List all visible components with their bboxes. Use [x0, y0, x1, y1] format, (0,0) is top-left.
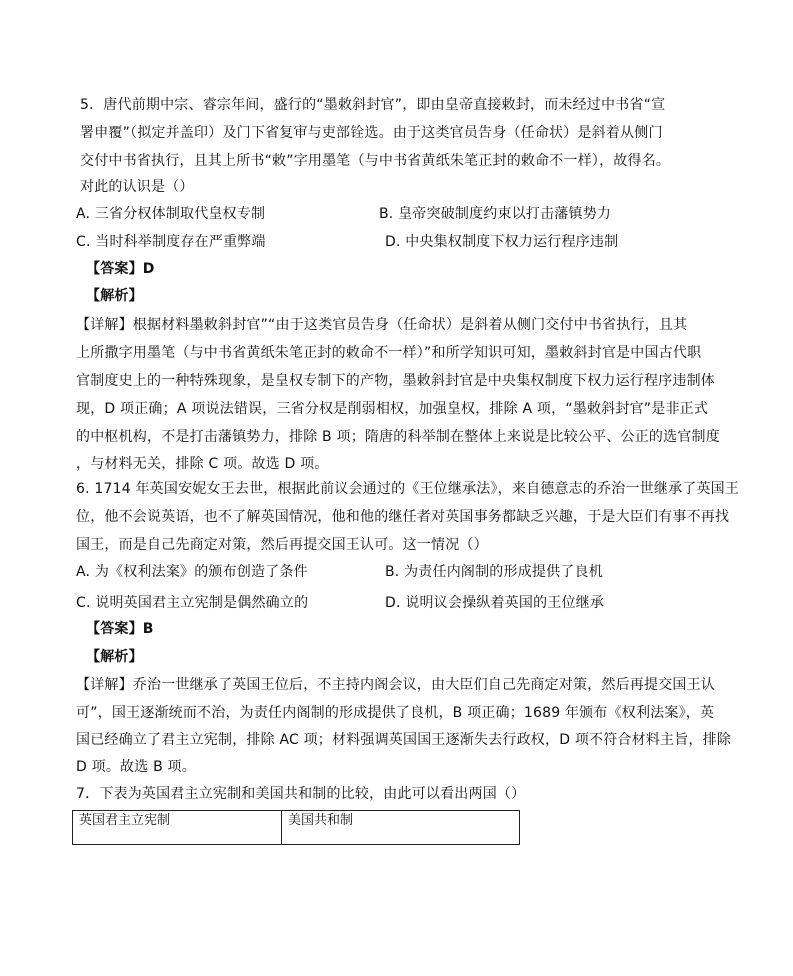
q6-detail-line-2: 可”，国王逐渐统而不治，为责任内阁制的形成提供了良机，B 项正确；1689 年颁布《权利法案》，英 [76, 705, 715, 721]
table-header-us: 美国共和制 [288, 813, 354, 828]
q5-detail-line-6: ，与材料无关，排除 C 项。故选 D 项。 [76, 456, 329, 472]
q6-stem-line-3: 国王，而是自己先商定对策，然后再提交国王认可。这一情况（） [76, 537, 488, 553]
q6-analysis-label: 【解析】 [86, 649, 143, 665]
q5-detail-line-1: 【详解】根据材料墨敕斜封官”“由于这类官员告身（任命状）是斜着从侧门交付中书省执行，且其 [76, 317, 688, 333]
q5-detail-line-3: 官制度史上的一种特殊现象，是皇权专制下的产物，墨敕斜封官是中央集权制度下权力运行程序违制体 [76, 373, 715, 389]
q6-stem-line-1: 6. 1714 年英国安妮女王去世，根据此前议会通过的《王位继承法》，来自德意志的乔治一世继承了英国王 [76, 481, 740, 497]
q5-stem-line-2: 署申覆”（拟定并盖印）及门下省复审与吏部铨选。由于这类官员告身（任命状）是斜着从侧门 [80, 125, 663, 141]
q7-stem: 7．下表为英国君主立宪制和美国共和制的比较，由此可以看出两国（） [76, 786, 526, 802]
q5-option-c: C. 当时科举制度存在严重弊端 [76, 234, 266, 250]
q6-option-a: A. 为《权利法案》的颁布创造了条件 [76, 564, 308, 580]
q5-stem-line-1: 5．唐代前期中宗、睿宗年间，盛行的“墨敕斜封官”，即由皇帝直接敕封，而未经过中书省“宣 [80, 97, 666, 113]
q5-answer: 【答案】D [86, 261, 155, 277]
q6-detail-line-3: 国已经确立了君主立宪制，排除 AC 项；材料强调英国国王逐渐失去行政权，D 项不符合材料主旨，排除 [76, 732, 732, 748]
q5-option-d: D. 中央集权制度下权力运行程序违制 [385, 234, 619, 250]
q6-option-b: B. 为责任内阁制的形成提供了良机 [385, 564, 603, 580]
q5-option-b: B. 皇帝突破制度约束以打击藩镇势力 [379, 206, 612, 222]
q6-detail-line-4: D 项。故选 B 项。 [76, 759, 196, 775]
q6-answer: 【答案】B [86, 621, 154, 637]
q5-detail-line-5: 的中枢机构，不是打击藩镇势力，排除 B 项；隋唐的科举制在整体上来说是比较公平、公正的选官制度 [76, 429, 720, 445]
table-header-uk: 英国君主立宪制 [73, 811, 282, 844]
q6-stem-line-2: 位，他不会说英语，也不了解英国情况，他和他的继任者对英国事务都缺乏兴趣，于是大臣们有事不再找 [76, 509, 730, 525]
comparison-table [72, 810, 520, 845]
q5-detail-line-2: 上所撒字用墨笔（与中书省黄纸朱笔正封的敕命不一样）”和所学知识可知，墨敕斜封官是中国古代职 [76, 345, 702, 361]
q6-detail-line-1: 【详解】乔治一世继承了英国王位后，不主持内阁会议，由大臣们自己先商定对策，然后再提交国王认 [76, 677, 715, 693]
q5-stem-line-3: 交付中书省执行，且其上所书“敕”字用墨笔（与中书省黄纸朱笔正封的敕命不一样），故得名。 [80, 153, 671, 169]
q6-option-d: D. 说明议会操纵着英国的王位继承 [385, 595, 605, 611]
q5-analysis-label: 【解析】 [86, 288, 143, 304]
q6-option-c: C. 说明英国君主立宪制是偶然确立的 [76, 595, 309, 611]
q5-stem-line-4: 对此的认识是（） [80, 179, 194, 195]
q5-option-a: A. 三省分权体制取代皇权专制 [76, 206, 266, 222]
q5-detail-line-4: 现，D 项正确；A 项说法错误，三省分权是削弱相权，加强皇权，排除 A 项，“墨敕斜封官”是非正式 [76, 401, 709, 417]
